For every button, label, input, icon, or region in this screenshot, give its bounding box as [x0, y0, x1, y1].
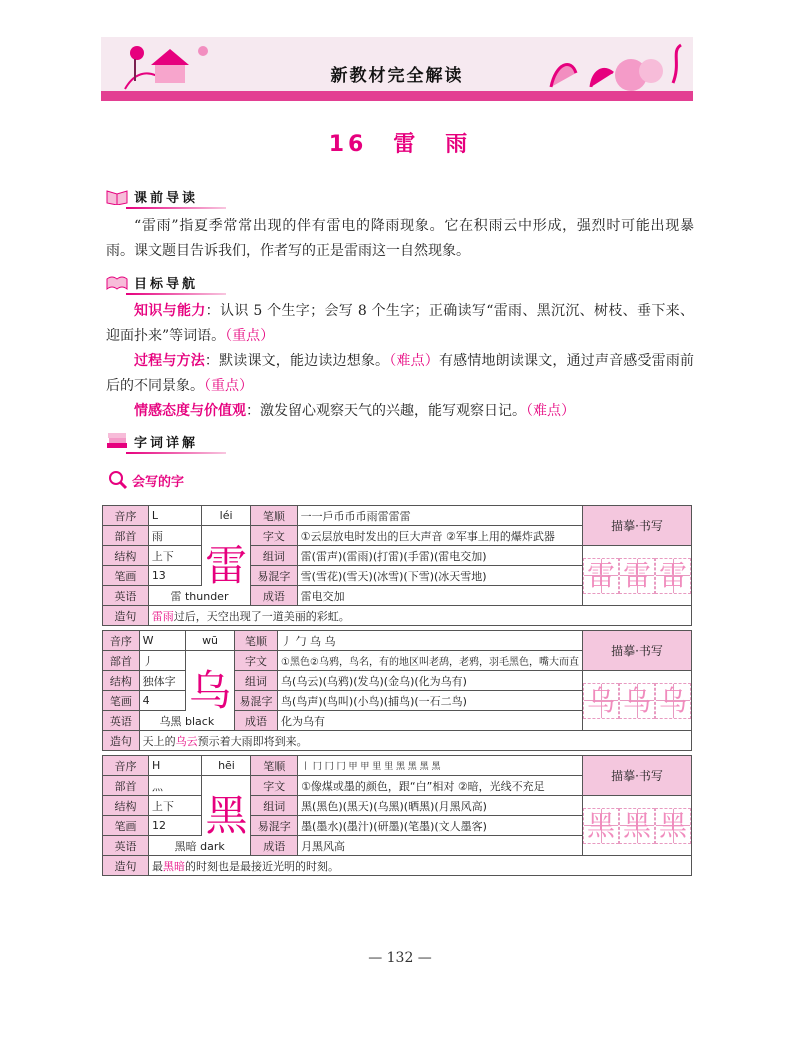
phrases-value: 乌(乌云)(乌鸦)(发乌)(金乌)(化为乌有) [278, 671, 583, 691]
key-sentence: 造句 [103, 606, 149, 626]
key-sentence: 造句 [103, 731, 140, 751]
goal-attitude-hint: （难点） [526, 403, 575, 419]
strokes-value: 13 [148, 566, 201, 586]
practice-grid[interactable] [583, 796, 692, 856]
key-phrase: 组词 [251, 796, 298, 816]
key-meaning: 字文 [251, 776, 298, 796]
key-structure: 结构 [103, 796, 149, 816]
key-meaning: 字文 [251, 526, 298, 546]
trace-cell[interactable]: 黑 [583, 808, 619, 844]
page-number: — 132 — [368, 950, 432, 966]
books-stack-icon [106, 432, 128, 450]
pinyin-value: hēi [202, 756, 251, 776]
radical-value: 丿 [139, 651, 185, 671]
goal-attitude-text: ：激发留心观察天气的兴趣，能写观察日记。 [246, 403, 526, 419]
section-intro-heading [106, 185, 198, 207]
goal-knowledge-text: ：认识 5 个生字；会写 8 个生字；正确读写“雷雨、黑沉沉、树枝、垂下来、迎面扑来”等词语。 [106, 303, 694, 344]
big-char: 乌 [189, 665, 232, 715]
trace-cell[interactable]: 乌 [655, 683, 691, 719]
radical-value: 雨 [148, 526, 201, 546]
intro-text: “雷雨”指夏季常常出现的伴有雷电的降雨现象。它在积雨云中形成，强烈时可能出现暴雨。课文题目告诉我们，作者写的正是雷雨这一自然现象。 [106, 218, 694, 259]
goal-process [106, 349, 694, 399]
goal-process-hint2: （重点） [204, 378, 253, 394]
big-char: 黑 [205, 790, 248, 840]
goal-process-text: ：默读课文，能边读边想象。 [204, 353, 390, 369]
key-structure: 结构 [103, 671, 140, 691]
char-card-hei [102, 755, 692, 876]
trace-cell[interactable]: 雷 [655, 558, 691, 594]
subsection-label: 会写的字 [132, 474, 185, 490]
trace-cell[interactable]: 雷 [619, 558, 655, 594]
open-book-icon [106, 273, 128, 291]
key-confuse: 易混字 [251, 816, 298, 836]
order-value: 丿 勹 乌 乌 [278, 631, 583, 651]
char-card-lei [102, 505, 692, 626]
idiom-value: 雷电交加 [297, 586, 582, 606]
key-strokes: 笔画 [103, 816, 149, 836]
subsection-heading [108, 470, 184, 490]
char-card-wu [102, 630, 692, 751]
key-order: 笔顺 [251, 756, 298, 776]
goal-attitude-label: 情感态度与价值观 [134, 403, 246, 419]
book-icon [106, 187, 128, 205]
letter-value: H [148, 756, 202, 776]
pinyin-value: léi [202, 506, 251, 526]
key-pinyin: 音序 [103, 756, 149, 776]
meaning-value: ①像煤或墨的颜色，跟“白”相对 ②暗，光线不充足 [298, 776, 583, 796]
phrases-value: 黑(黑色)(黑天)(乌黑)(晒黑)(月黑风高) [298, 796, 583, 816]
key-meaning: 字文 [235, 651, 278, 671]
letter-value: L [148, 506, 201, 526]
key-radical: 部首 [103, 526, 149, 546]
key-pinyin: 音序 [103, 631, 140, 651]
goal-knowledge [106, 299, 694, 349]
practice-heading: 描摹·书写 [583, 506, 692, 546]
key-idiom: 成语 [251, 836, 298, 856]
sentence-value: 天上的乌云预示着大雨即将到来。 [139, 731, 691, 751]
key-english: 英语 [103, 586, 149, 606]
key-english: 英语 [103, 711, 140, 731]
key-idiom: 成语 [235, 711, 278, 731]
section-words-heading [106, 430, 198, 452]
trace-cell[interactable]: 黑 [619, 808, 655, 844]
header-banner [101, 37, 693, 101]
key-order: 笔顺 [251, 506, 298, 526]
pinyin-value: wū [186, 631, 235, 651]
key-confuse: 易混字 [235, 691, 278, 711]
banner-stripe [101, 91, 693, 101]
key-phrase: 组词 [235, 671, 278, 691]
trace-cell[interactable]: 黑 [655, 808, 691, 844]
goal-knowledge-hint: （重点） [225, 328, 275, 344]
idiom-value: 月黑风高 [298, 836, 583, 856]
trace-cell[interactable]: 乌 [619, 683, 655, 719]
confuse-value: 雪(雪花)(雪天)(冰雪)(下雪)(冰天雪地) [297, 566, 582, 586]
key-strokes: 笔画 [103, 691, 140, 711]
key-order: 笔顺 [235, 631, 278, 651]
practice-heading: 描摹·书写 [583, 756, 692, 796]
confuse-value: 墨(墨水)(墨汁)(研墨)(笔墨)(文人墨客) [298, 816, 583, 836]
key-strokes: 笔画 [103, 566, 149, 586]
sentence-value: 雷雨过后，天空出现了一道美丽的彩虹。 [148, 606, 691, 626]
key-radical: 部首 [103, 651, 140, 671]
english-value: 黑暗 dark [148, 836, 251, 856]
key-english: 英语 [103, 836, 149, 856]
structure-value: 独体字 [139, 671, 185, 691]
meaning-value: ①云层放电时发出的巨大声音 ②军事上用的爆炸武器 [297, 526, 582, 546]
trace-cell[interactable]: 乌 [583, 683, 619, 719]
strokes-value: 4 [139, 691, 185, 711]
practice-heading: 描摹·书写 [583, 631, 692, 671]
strokes-value: 12 [148, 816, 202, 836]
goal-process-text2: 有感情地朗读课文，通过声音感受雷雨前后的不同景象。 [106, 353, 695, 394]
section-goals-label: 目标导航 [134, 276, 199, 292]
big-char: 雷 [205, 540, 248, 590]
meaning-value: ①黑色②乌鸦，鸟名，有的地区叫老鸹，老鸦，羽毛黑色，嘴大而直 [278, 651, 583, 671]
key-phrase: 组词 [251, 546, 298, 566]
section-words-label: 字词详解 [134, 435, 199, 451]
section-intro-label: 课前导读 [134, 190, 199, 206]
letter-value: W [139, 631, 185, 651]
trace-cell[interactable]: 雷 [583, 558, 619, 594]
structure-value: 上下 [148, 546, 201, 566]
section-goals-heading [106, 271, 198, 293]
phrases-value: 雷(雷声)(雷雨)(打雷)(手雷)(雷电交加) [297, 546, 582, 566]
goal-knowledge-label: 知识与能力 [134, 303, 206, 319]
practice-grid[interactable] [583, 546, 692, 606]
english-value: 乌黑 black [139, 711, 234, 731]
goal-process-hint: （难点） [389, 353, 439, 369]
key-confuse: 易混字 [251, 566, 298, 586]
order-value: 一一戶币币币雨雷雷雷 [297, 506, 582, 526]
lesson-title: 16 雷 雨 [328, 132, 472, 157]
key-idiom: 成语 [251, 586, 298, 606]
english-value: 雷 thunder [148, 586, 250, 606]
key-pinyin: 音序 [103, 506, 149, 526]
order-value: 丨 冂 冂 冂 甲 甲 里 里 黑 黑 黑 黑 [298, 756, 583, 776]
radical-value: 灬 [148, 776, 202, 796]
key-structure: 结构 [103, 546, 149, 566]
idiom-value: 化为乌有 [278, 711, 583, 731]
book-title: 新教材完全解读 [330, 66, 464, 86]
key-sentence: 造句 [103, 856, 149, 876]
structure-value: 上下 [148, 796, 202, 816]
practice-grid[interactable] [583, 671, 692, 731]
sentence-value: 最黑暗的时刻也是最接近光明的时刻。 [148, 856, 691, 876]
goal-attitude [106, 399, 694, 424]
confuse-value: 鸟(鸟声)(鸟叫)(小鸟)(捕鸟)(一石二鸟) [278, 691, 583, 711]
magnifier-icon [108, 470, 128, 490]
goal-process-label: 过程与方法 [134, 353, 205, 369]
key-radical: 部首 [103, 776, 149, 796]
